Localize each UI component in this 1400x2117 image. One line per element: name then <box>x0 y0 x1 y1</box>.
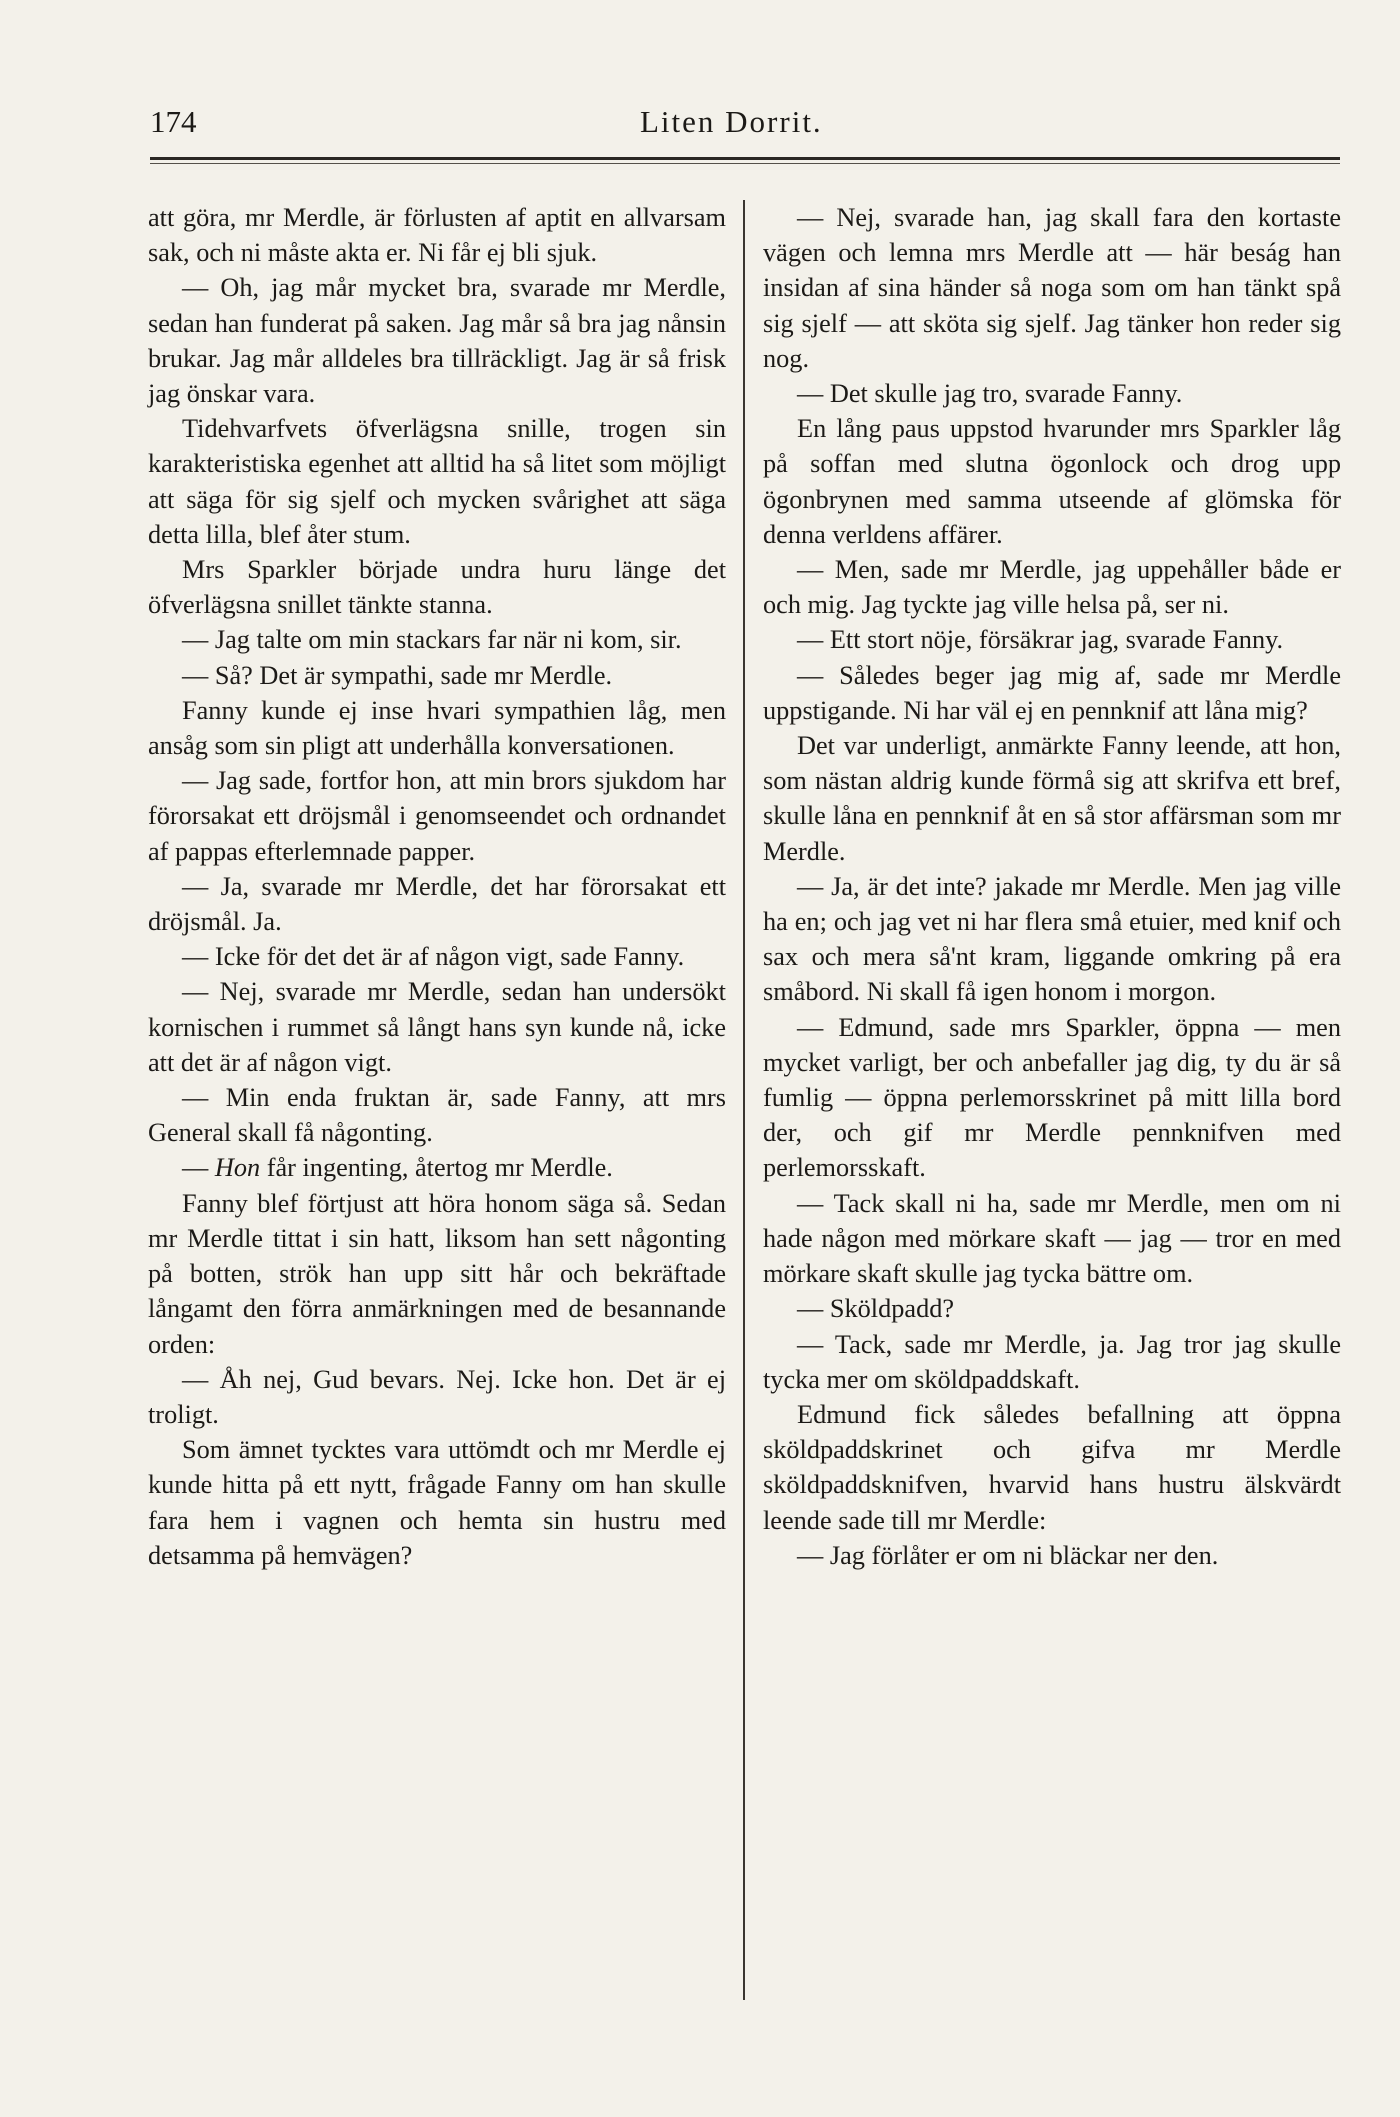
italic-text: Hon <box>214 1153 261 1183</box>
paragraph: — Jag talte om min stackars far när ni kom, sir. <box>182 625 682 655</box>
paragraph: — Nej, svarade han, jag skall fara den kortaste vägen och lemna mrs Merdle att — här beság han insidan af sina händer så noga som om han tänkt spå sig sjelf — att sköta sig sjelf. Jag tänker hon reder sig nog. <box>763 203 1341 373</box>
paragraph: Som ämnet tycktes vara uttömdt och mr Merdle ej kunde hitta på ett nytt, frågade Fanny om han skulle fara hem i vagnen och hemta sin hustru med detsamma på hemvägen? <box>148 1435 726 1570</box>
paragraph: — Edmund, sade mrs Sparkler, öppna — men mycket varligt, ber och anbefaller jag dig, ty du är så fumlig — öppna perlemorsskrinet på mitt lilla bord der, och gif mr Merdle pennknifven med perlemorsskaft. <box>763 1012 1341 1183</box>
text-run: — <box>182 1153 215 1183</box>
paragraph: — Jag sade, fortfor hon, att min brors sjukdom har förorsakat ett dröjsmål i genomseendet och ordnandet af pappas efterlemnade papper. <box>148 766 726 866</box>
left-column <box>148 200 726 1573</box>
paragraph: — Ja, svarade mr Merdle, det har förorsakat ett dröjsmål. Ja. <box>148 871 726 937</box>
header-rule-thin <box>150 163 1340 164</box>
right-column <box>763 200 1341 1573</box>
paragraph: Tidehvarfvets öfverlägsna snille, trogen sin karakteristiska egenhet att alltid ha så litet som möjligt att säga för sig sjelf och mycken svårighet att säga detta lilla, blef åter stum. <box>148 414 726 549</box>
paragraph: — Således beger jag mig af, sade mr Merdle uppstigande. Ni har väl ej en pennknif att låna mig? <box>763 660 1341 725</box>
paragraph: En lång paus uppstod hvarunder mrs Sparkler låg på soffan med slutna ögonlock och drog upp ögonbrynen med samma utseende af glömska för denna verldens affärer. <box>763 414 1341 549</box>
paragraph: Fanny blef förtjust att höra honom säga så. Sedan mr Merdle tittat i sin hatt, liksom han sett någonting på botten, strök han upp sitt hår och bekräftade långamt den förra anmärkningen med de besannande orden: <box>148 1188 726 1359</box>
text-run: får ingenting, återtog mr Merdle. <box>260 1153 613 1183</box>
paragraph: Det var underligt, anmärkte Fanny leende, att hon, som nästan aldrig kunde förmå sig att skrifva ett bref, skulle låna en pennknif åt en så stor affärsman som mr Merdle. <box>763 731 1341 866</box>
paragraph: — Ett stort nöje, försäkrar jag, svarade Fanny. <box>797 625 1284 655</box>
paragraph: Edmund fick således befallning att öppna sköldpaddskrinet och gifva mr Merdle sköldpaddsknifven, hvarvid hans hustru älskvärdt leende sade till mr Merdle: <box>763 1399 1341 1535</box>
paragraph <box>148 1150 726 1185</box>
page-number: 174 <box>150 104 197 139</box>
paragraph: — Icke för det det är af någon vigt, sade Fanny. <box>182 942 685 972</box>
paragraph: — Men, sade mr Merdle, jag uppehåller både er och mig. Jag tyckte jag ville helsa på, ser ni. <box>763 555 1341 620</box>
paragraph: Mrs Sparkler började undra huru länge det öfverlägsna snillet tänkte stanna. <box>148 555 726 620</box>
column-divider <box>743 200 745 2000</box>
paragraph: — Tack, sade mr Merdle, ja. Jag tror jag skulle tycka mer om sköldpaddskaft. <box>763 1329 1341 1394</box>
paragraph: — Åh nej, Gud bevars. Nej. Icke hon. Det är ej troligt. <box>148 1364 726 1429</box>
paragraph: — Det skulle jag tro, svarade Fanny. <box>797 379 1183 409</box>
running-head: Liten Dorrit. <box>640 104 823 139</box>
header-rule-thick <box>150 157 1340 160</box>
paragraph: — Ja, är det inte? jakade mr Merdle. Men jag ville ha en; och jag vet ni har flera små etuier, med knif och sax och mera så'nt kram, liggande omkring på era småbord. Ni skall få igen honom i morgon. <box>763 871 1341 1007</box>
paragraph: Fanny kunde ej inse hvari sympathien låg, men ansåg som sin pligt att underhålla konversationen. <box>148 695 726 761</box>
paragraph: — Tack skall ni ha, sade mr Merdle, men om ni hade någon med mörkare skaft — jag — tror en med mörkare skaft skulle jag tycka bättre om. <box>763 1188 1341 1289</box>
paragraph: — Jag förlåter er om ni bläckar ner den. <box>797 1540 1219 1570</box>
paragraph: — Sköldpadd? <box>797 1294 955 1324</box>
paragraph: — Min enda fruktan är, sade Fanny, att mrs General skall få någonting. <box>148 1083 726 1148</box>
paragraph: — Så? Det är sympathi, sade mr Merdle. <box>182 660 613 690</box>
paragraph: att göra, mr Merdle, är förlusten af aptit en allvarsam sak, och ni måste akta er. Ni får ej bli sjuk. <box>148 203 726 268</box>
paragraph: — Nej, svarade mr Merdle, sedan han undersökt kornischen i rummet så långt hans syn kunde nå, icke att det är af någon vigt. <box>148 977 726 1077</box>
page-header <box>150 104 1338 154</box>
paragraph: — Oh, jag mår mycket bra, svarade mr Merdle, sedan han funderat på saken. Jag mår så bra jag nånsin brukar. Jag mår alldeles bra tillräckligt. Jag är så frisk jag önskar vara. <box>148 273 726 409</box>
